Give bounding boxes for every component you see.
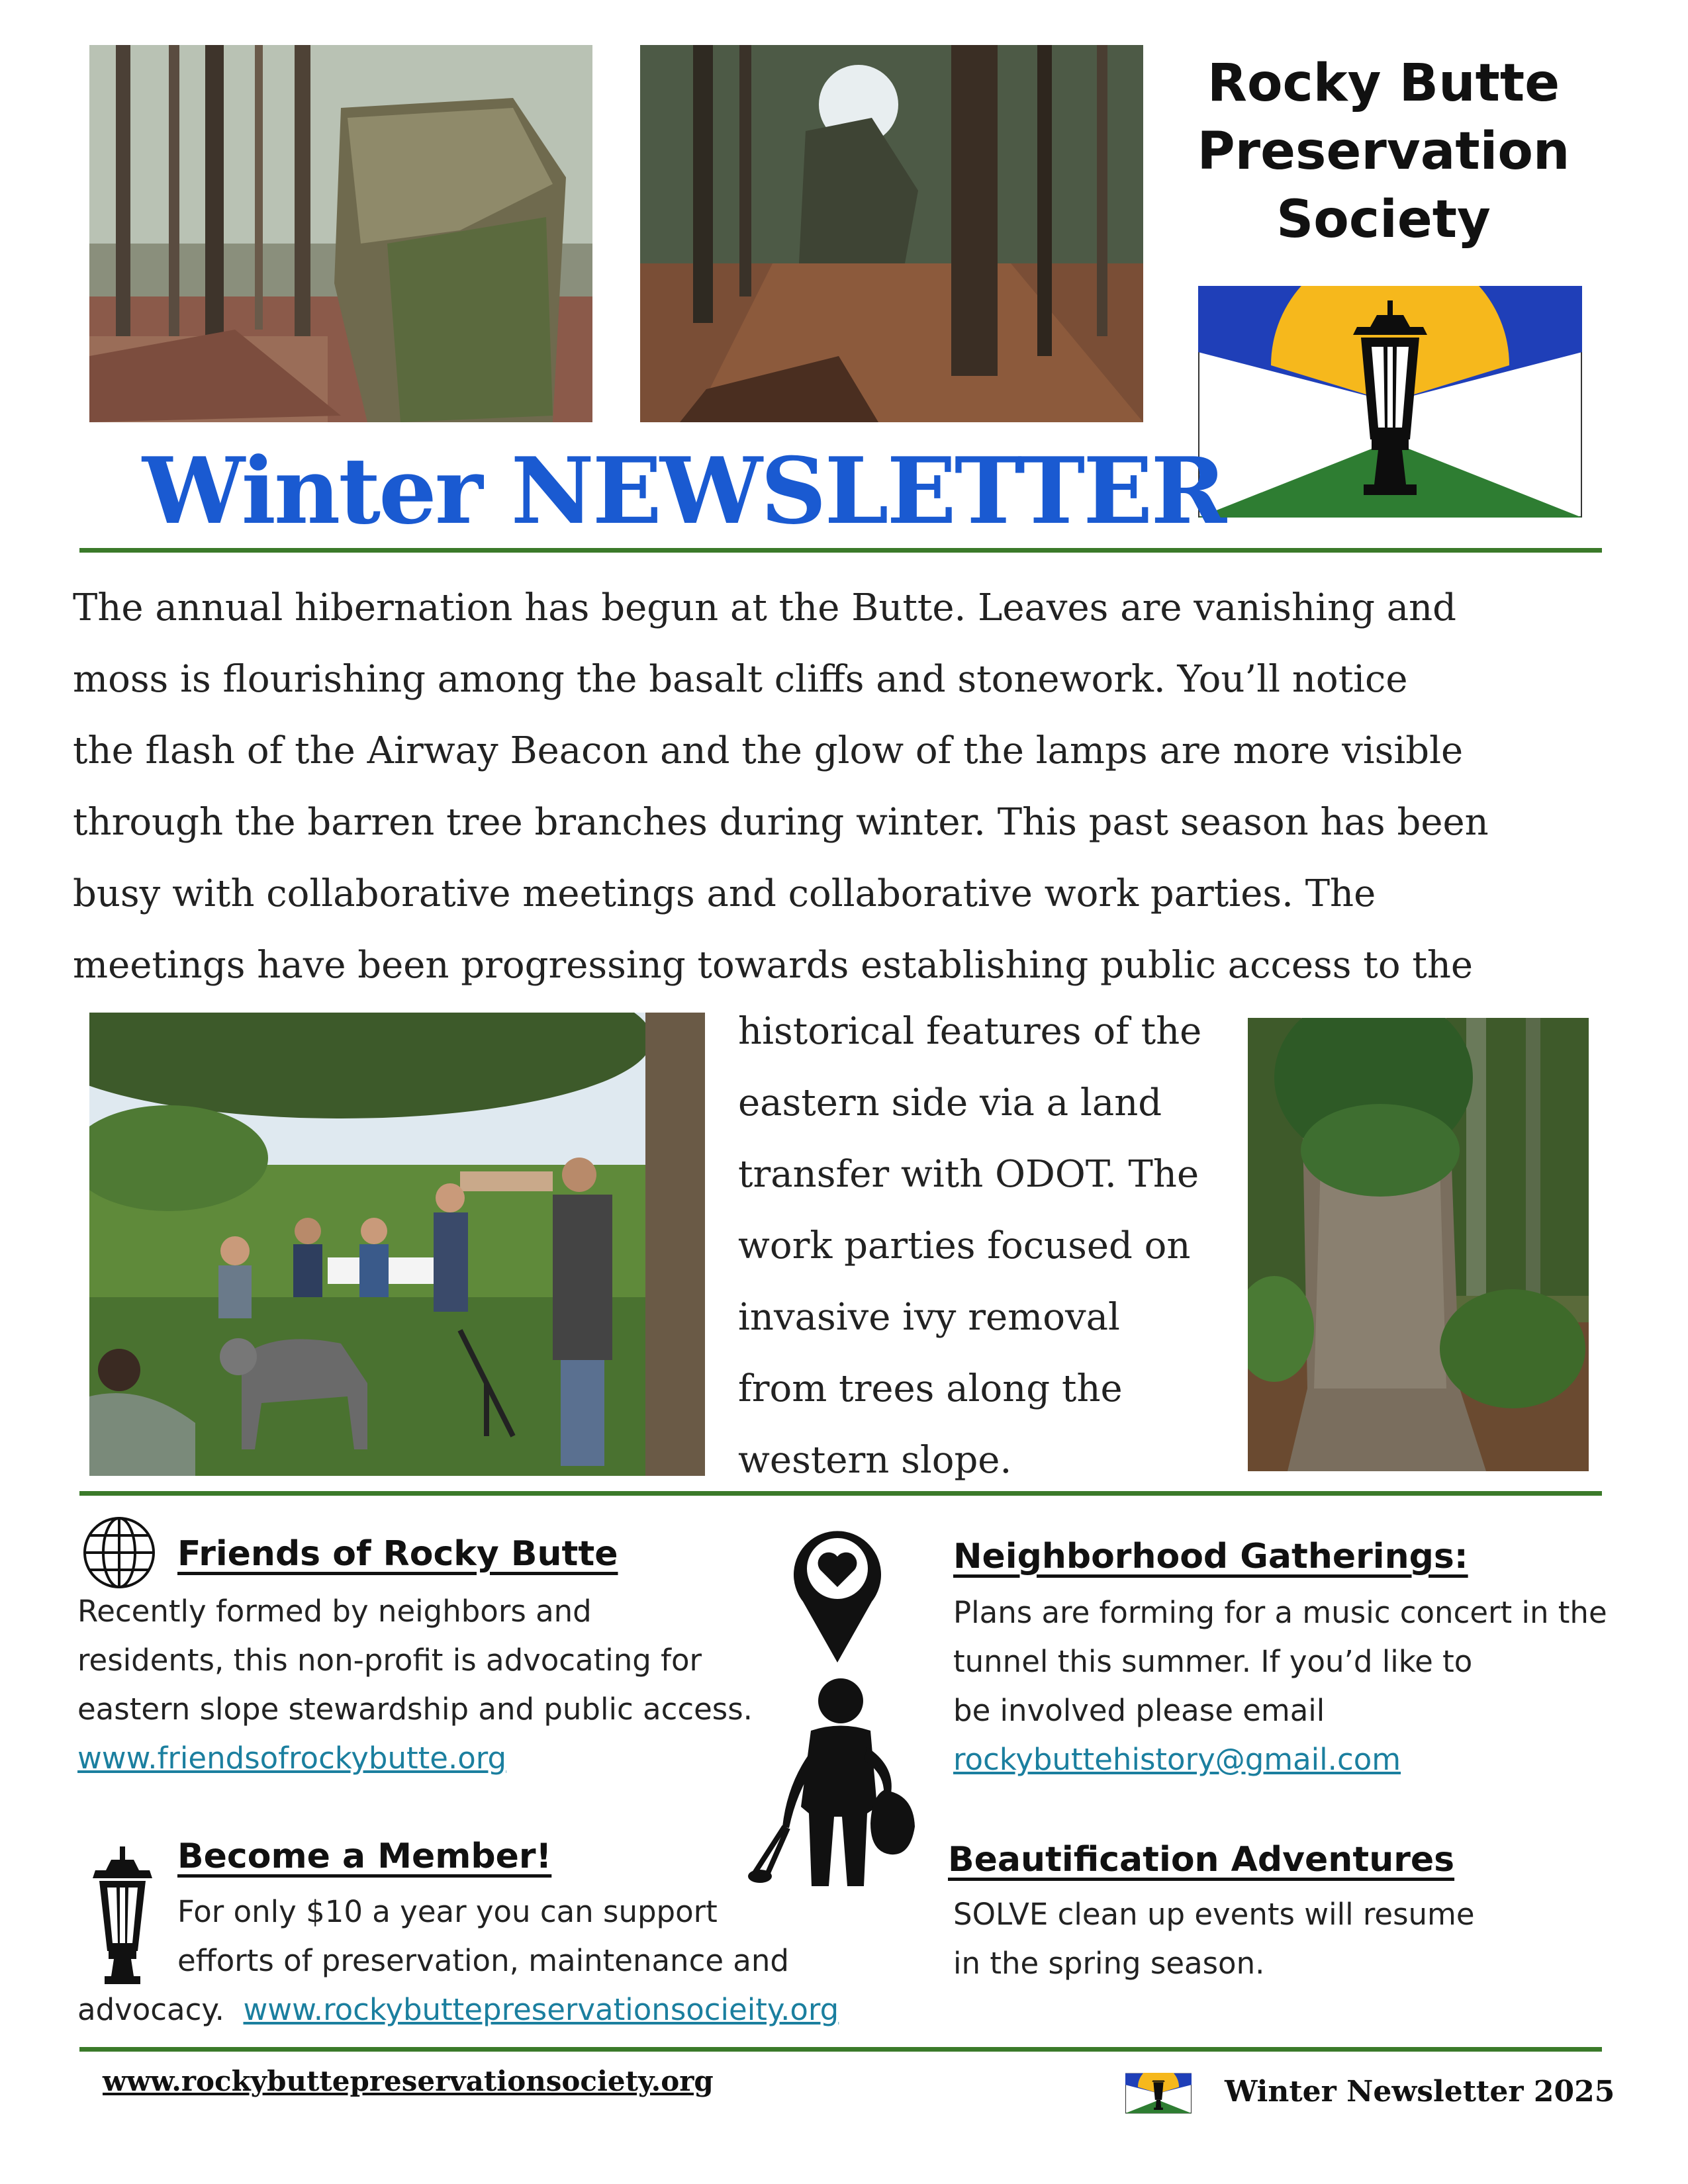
gatherings-email-link[interactable]: rockybuttehistory@gmail.com: [953, 1742, 1401, 1777]
intro-continued-line: from trees along the: [738, 1367, 1123, 1410]
member-last-line: [77, 1985, 839, 2034]
footer-website[interactable]: www.rockybuttepreservationsociety.org: [103, 2065, 714, 2097]
friends-line: residents, this non-profit is advocating for: [77, 1643, 702, 1678]
gatherings-line: tunnel this summer. If you’d like to: [953, 1644, 1473, 1679]
globe-icon: [81, 1514, 158, 1591]
intro-continued-line: historical features of the: [738, 1010, 1202, 1053]
gatherings-line: be involved please email: [953, 1693, 1325, 1728]
beautification-text: [953, 1890, 1475, 1988]
footer-flag-logo: [1125, 2073, 1192, 2114]
photo-ivy-tree: [1248, 1018, 1589, 1471]
beautification-line: SOLVE clean up events will resume: [953, 1897, 1475, 1932]
org-name-line-2: Preservation: [1197, 122, 1570, 181]
member-heading: Become a Member!: [177, 1837, 552, 1876]
intro-line: busy with collaborative meetings and collaborative work parties. The: [73, 872, 1376, 915]
friends-line: Recently formed by neighbors and: [77, 1594, 592, 1629]
intro-line: the flash of the Airway Beacon and the glow of the lamps are more visible: [73, 729, 1464, 772]
friends-text: [77, 1587, 753, 1783]
org-name-line-1: Rocky Butte: [1207, 54, 1560, 113]
gatherings-heading: Neighborhood Gatherings:: [953, 1537, 1468, 1576]
org-name-line-3: Society: [1276, 190, 1491, 250]
divider-footer: [79, 2047, 1602, 2052]
intro-line: through the barren tree branches during winter. This past season has been: [73, 801, 1489, 844]
divider-top: [79, 548, 1602, 553]
intro-line: moss is flourishing among the basalt cliffs and stonework. You’ll notice: [73, 658, 1408, 701]
divider-middle: [79, 1491, 1602, 1496]
location-heart-icon: [791, 1522, 884, 1664]
footer-edition-label: Winter Newsletter 2025: [1225, 2075, 1615, 2109]
friends-heading: Friends of Rocky Butte: [177, 1534, 618, 1574]
member-text: [177, 1888, 789, 1985]
gatherings-text: [953, 1588, 1607, 1784]
litter-picker-person-icon: [741, 1674, 940, 1893]
friends-link[interactable]: www.friendsofrockybutte.org: [77, 1741, 507, 1776]
lantern-icon: [86, 1846, 159, 1985]
newsletter-title: Winter NEWSLETTER: [142, 437, 1225, 545]
member-line: efforts of preservation, maintenance and: [177, 1943, 789, 1978]
society-flag-logo: [1198, 286, 1582, 518]
beautification-line: in the spring season.: [953, 1946, 1265, 1981]
intro-continued-line: eastern side via a land: [738, 1081, 1162, 1124]
intro-line: meetings have been progressing towards establishing public access to the: [73, 944, 1474, 987]
intro-continued-line: western slope.: [738, 1439, 1012, 1482]
intro-continued-line: work parties focused on: [738, 1224, 1191, 1267]
member-line-prefix: advocacy.: [77, 1992, 244, 2027]
photo-cliff-trail: [89, 45, 592, 422]
gatherings-line: Plans are forming for a music concert in the: [953, 1595, 1607, 1630]
intro-continued-line: invasive ivy removal: [738, 1296, 1120, 1339]
intro-paragraph: [73, 572, 1615, 1001]
org-name: [1178, 50, 1589, 254]
photo-meeting-group: [89, 1013, 705, 1476]
beautification-heading: Beautification Adventures: [948, 1840, 1455, 1880]
photo-forest-path: [640, 45, 1143, 422]
member-link[interactable]: www.rockybuttepreservationsocieity.org: [243, 1992, 839, 2027]
intro-line: The annual hibernation has begun at the Butte. Leaves are vanishing and: [73, 586, 1457, 629]
friends-line: eastern slope stewardship and public access.: [77, 1692, 753, 1727]
intro-continued: [738, 996, 1241, 1496]
member-line: For only $10 a year you can support: [177, 1894, 718, 1929]
intro-continued-line: transfer with ODOT. The: [738, 1153, 1199, 1196]
